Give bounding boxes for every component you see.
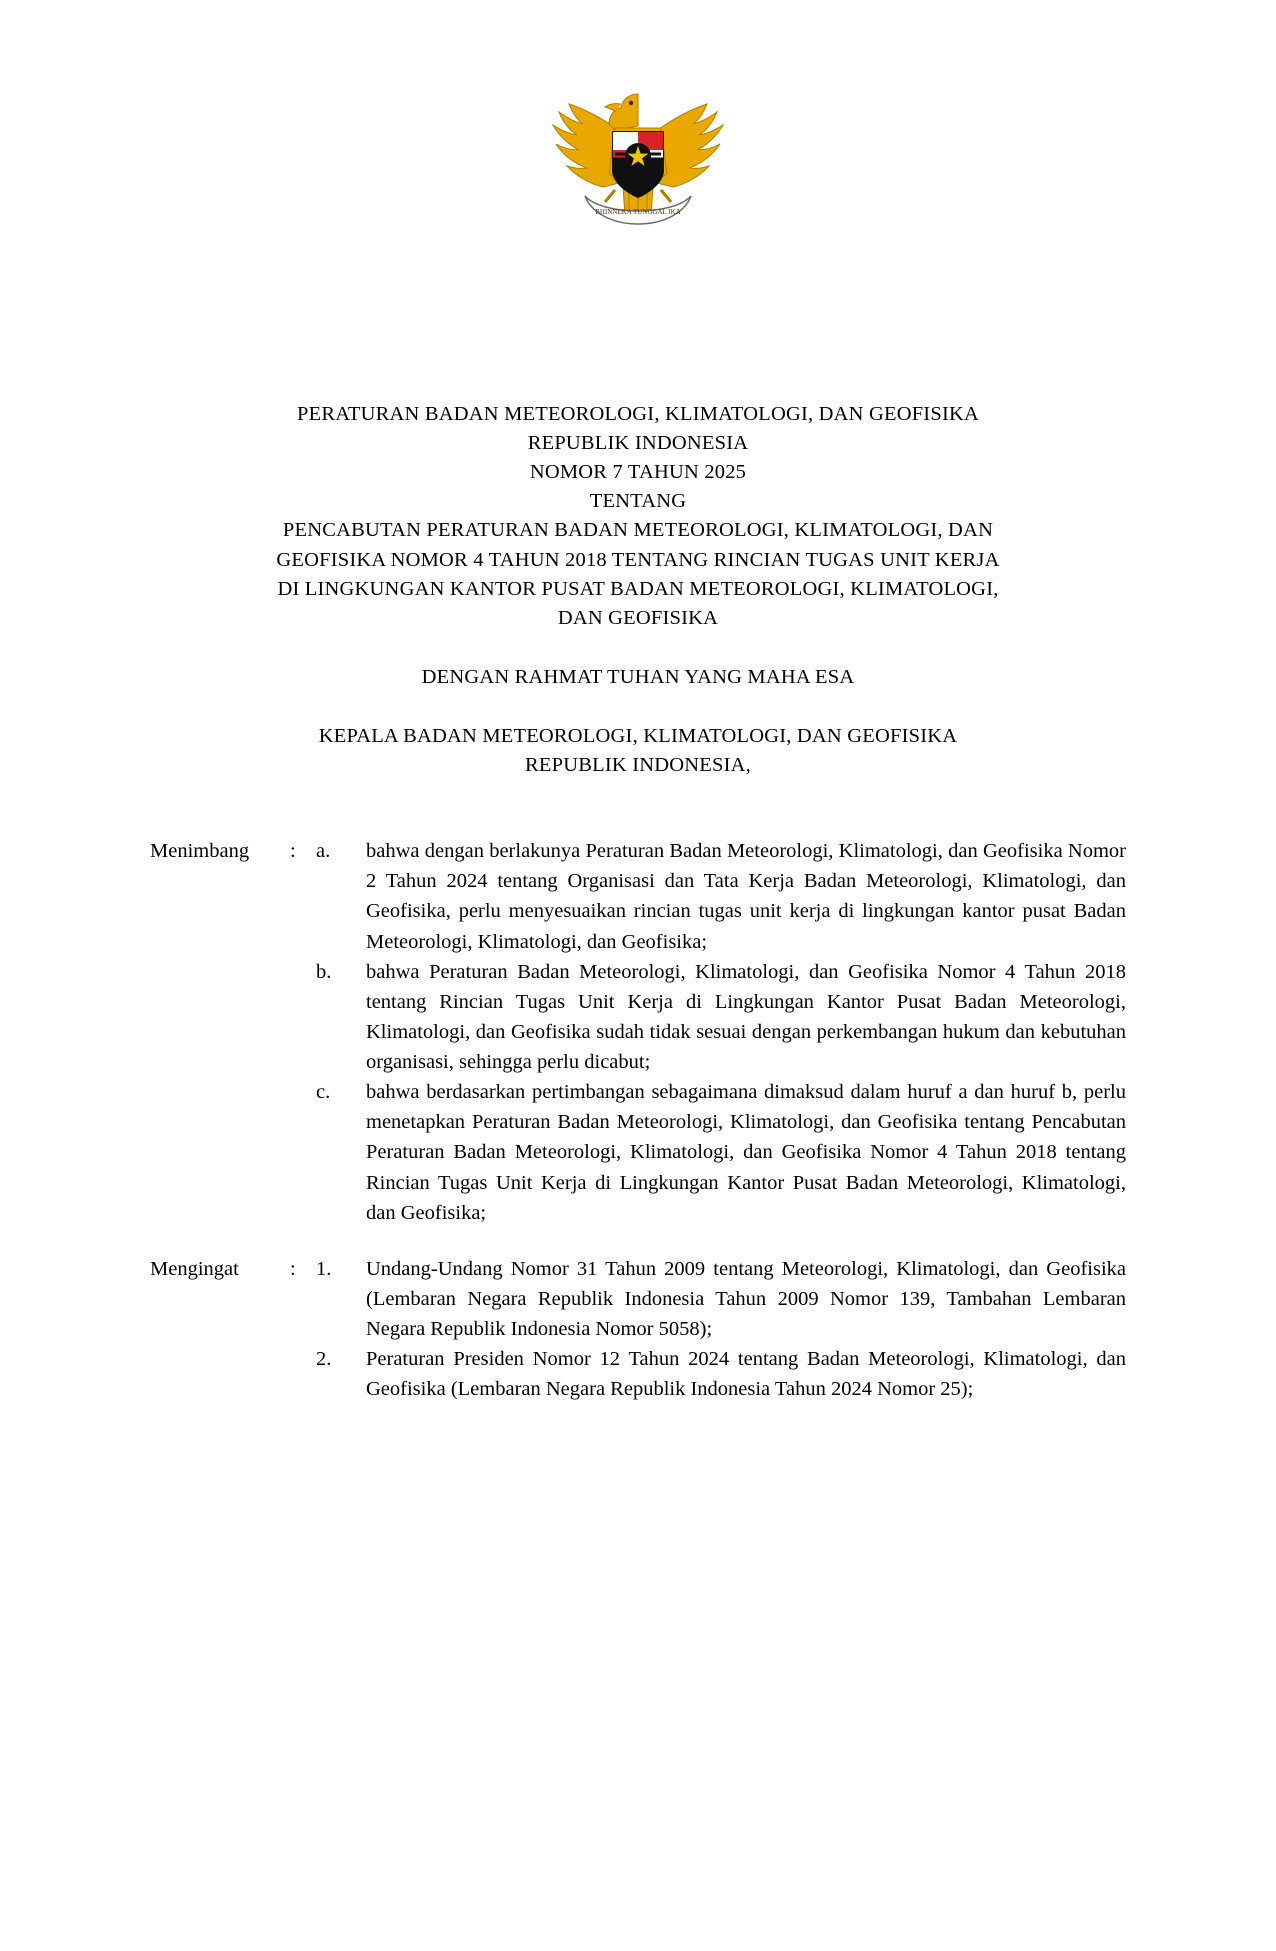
authority-line-1: KEPALA BADAN METEOROLOGI, KLIMATOLOGI, DAN GEOFISIKA	[318, 724, 958, 747]
consideration-item	[316, 957, 1126, 1078]
document-title-block	[150, 400, 1126, 780]
legal-basis-text: Peraturan Presiden Nomor 12 Tahun 2024 tentang Badan Meteorologi, Klimatologi, dan Geofisika (Lembaran Negara Republik Indonesia Tahun 2024 Nomor 25);	[366, 1348, 1126, 1401]
blessing-line: DENGAN RAHMAT TUHAN YANG MAHA ESA	[421, 665, 855, 688]
authority-line-2: REPUBLIK INDONESIA,	[525, 754, 751, 777]
title-line-2: REPUBLIK INDONESIA	[527, 432, 749, 455]
title-line-1: PERATURAN BADAN METEOROLOGI, KLIMATOLOGI, DAN GEOFISIKA	[297, 403, 979, 425]
title-line-6: GEOFISIKA NOMOR 4 TAHUN 2018 TENTANG RINCIAN TUGAS UNIT KERJA	[276, 548, 1000, 571]
garuda-pancasila-emblem	[543, 70, 733, 250]
considerations-colon: :	[290, 840, 296, 863]
legal-basis-marker: 2.	[316, 1348, 332, 1371]
legal-basis-items	[316, 1254, 1126, 1405]
considerations-label: Menimbang	[150, 840, 250, 863]
legal-basis-text: Undang-Undang Nomor 31 Tahun 2009 tentang Meteorologi, Klimatologi, dan Geofisika (Lembaran Negara Republik Indonesia Tahun 2009 Nomor 139, Tambahan Lembaran Negara Republik Indonesia Nomor 5058);	[366, 1257, 1126, 1341]
title-line-5: PENCABUTAN PERATURAN BADAN METEOROLOGI, KLIMATOLOGI, DAN	[282, 519, 994, 542]
emblem-container	[150, 70, 1126, 250]
title-line-7: DI LINGKUNGAN KANTOR PUSAT BADAN METEOROLOGI, KLIMATOLOGI,	[277, 577, 999, 600]
consideration-marker: c.	[316, 1081, 331, 1104]
consideration-marker: a.	[316, 840, 331, 863]
consideration-item	[316, 1077, 1126, 1228]
consideration-marker: b.	[316, 960, 332, 983]
legal-basis-item	[316, 1254, 1126, 1344]
document-number: NOMOR 7 TAHUN 2025	[529, 461, 747, 484]
consideration-text: bahwa dengan berlakunya Peraturan Badan Meteorologi, Klimatologi, dan Geofisika Nomor 2 Tahun 2024 tentang Organisasi dan Tata Kerja Badan Meteorologi, Klimatologi, dan Geofisika, perlu menyesuaikan rincian tugas unit kerja di lingkungan kantor pusat Badan Meteorologi, Klimatologi, dan Geofisika;	[366, 840, 1126, 953]
consideration-text: bahwa berdasarkan pertimbangan sebagaimana dimaksud dalam huruf a dan huruf b, perlu menetapkan Peraturan Badan Meteorologi, Klimatologi, dan Geofisika tentang Pencabutan Peraturan Badan Meteorologi, Klimatologi, dan Geofisika Nomor 4 Tahun 2018 tentang Rincian Tugas Unit Kerja di Lingkungan Kantor Pusat Badan Meteorologi, Klimatologi, dan Geofisika;	[366, 1081, 1126, 1224]
legal-basis-marker: 1.	[316, 1257, 332, 1280]
legal-basis-label: Mengingat	[150, 1257, 239, 1280]
consideration-item	[316, 836, 1126, 957]
legal-basis-item	[316, 1344, 1126, 1404]
considerations-items	[316, 836, 1126, 1228]
consideration-text: bahwa Peraturan Badan Meteorologi, Klimatologi, dan Geofisika Nomor 4 Tahun 2018 tentang Rincian Tugas Unit Kerja di Lingkungan Kantor Pusat Badan Meteorologi, Klimatologi, dan Geofisika sudah tidak sesuai dengan perkembangan hukum dan kebutuhan organisasi, sehingga perlu dicabut;	[366, 960, 1126, 1074]
considerations-section	[150, 836, 1126, 1228]
legal-basis-colon: :	[290, 1257, 296, 1280]
emblem-motto-text: BHINNEKA TUNGGAL IKA	[595, 208, 681, 216]
title-about-label: TENTANG	[589, 490, 687, 513]
legal-basis-section	[150, 1254, 1126, 1405]
title-line-8: DAN GEOFISIKA	[557, 606, 719, 629]
